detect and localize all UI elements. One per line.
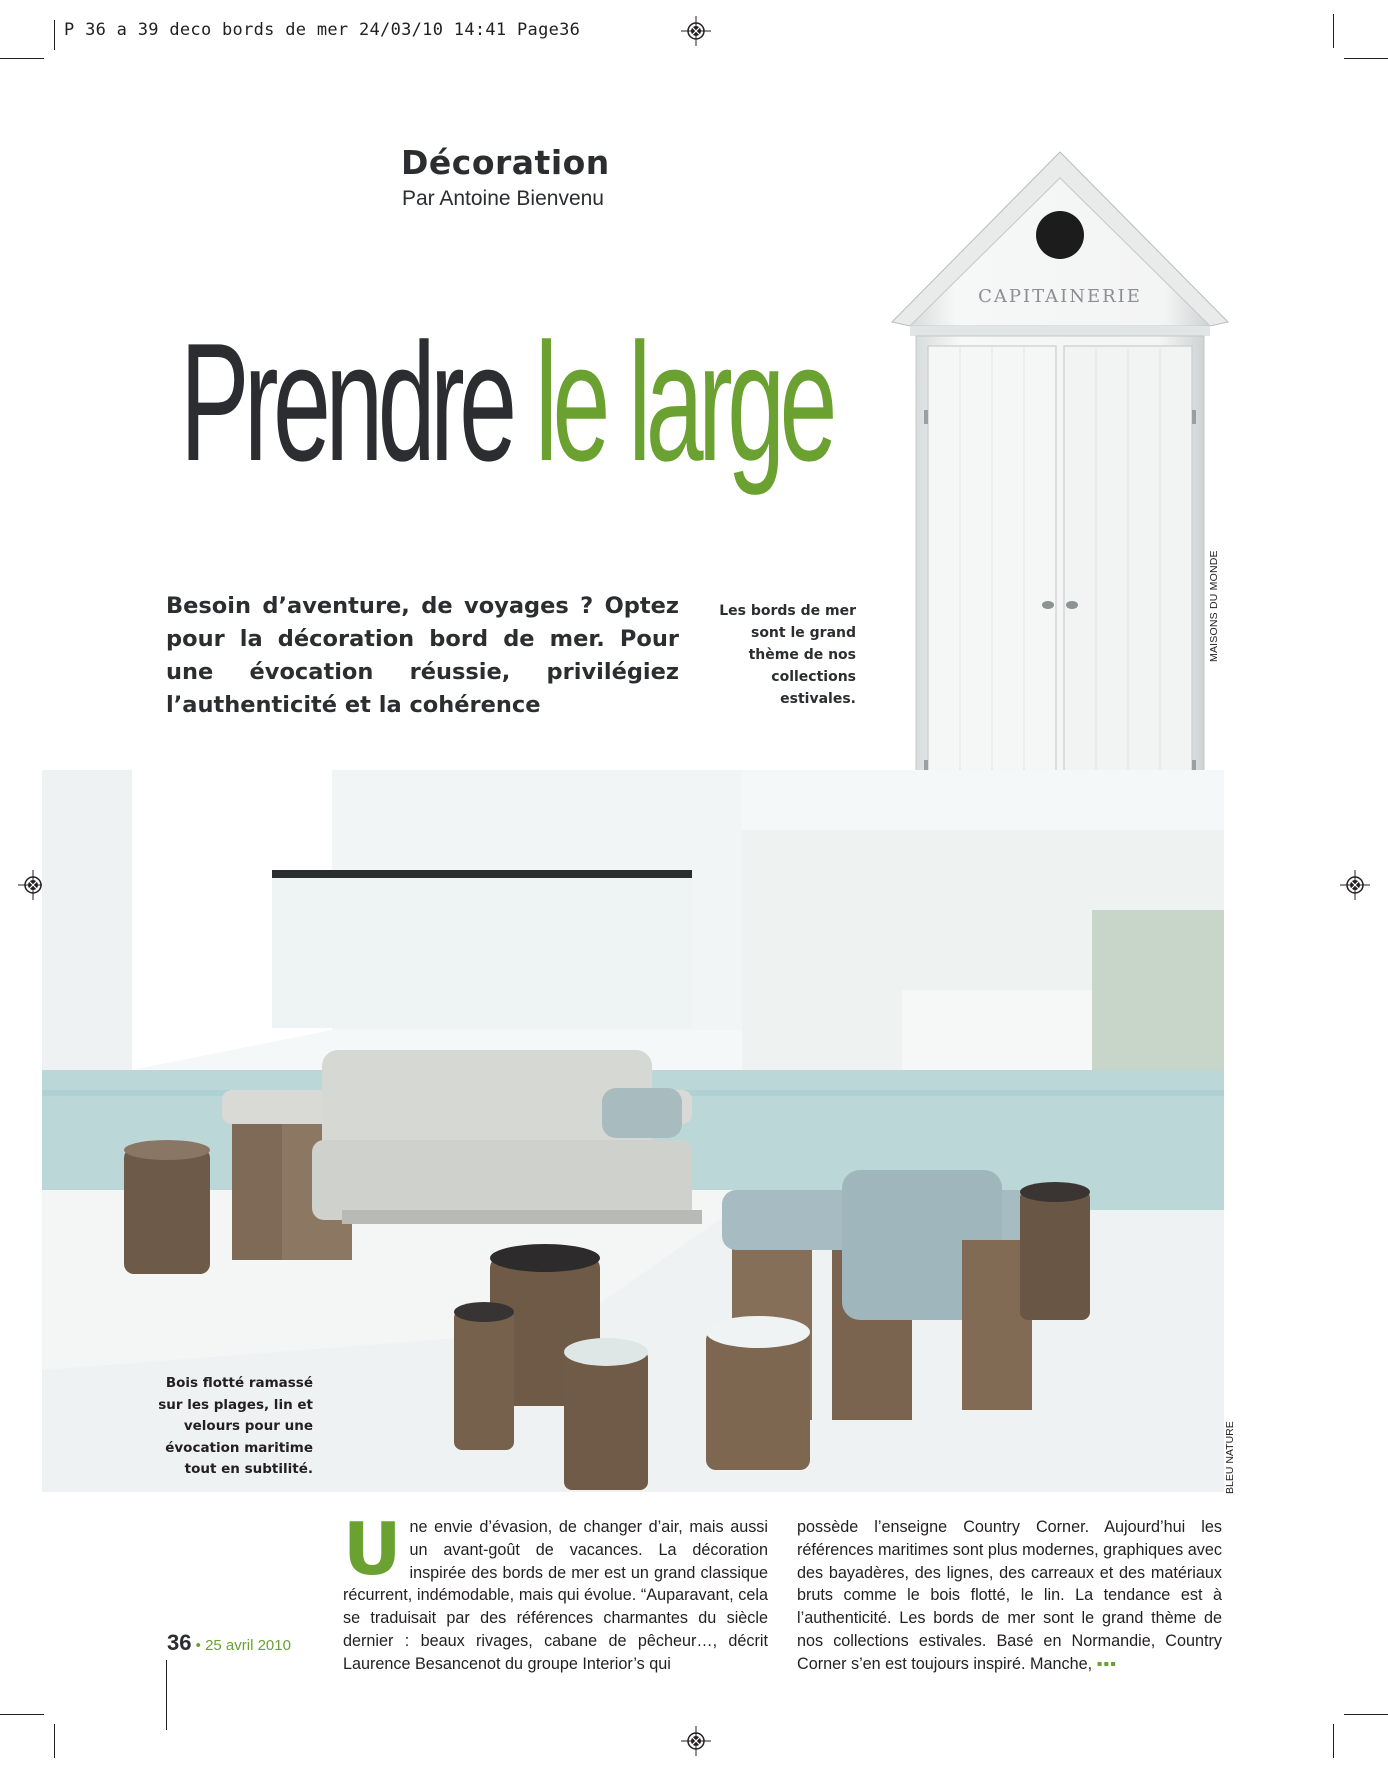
crop-mark (1344, 1714, 1388, 1715)
crop-mark (1333, 1724, 1334, 1758)
page-number: 36 (167, 1630, 192, 1655)
author-byline: Par Antoine Bienvenu (402, 187, 604, 210)
wardrobe-caption: Les bords de mer sont le grand thème de nos collections estivales. (719, 603, 856, 707)
section-rubric: Décoration (401, 143, 610, 182)
headline (180, 308, 832, 496)
headline-part-1: Prendre (180, 308, 512, 496)
registration-mark-top (681, 16, 711, 46)
print-slug: P 36 a 39 deco bords de mer 24/03/10 14:41 Page36 (64, 20, 581, 40)
headline-part-2: le large (534, 308, 832, 496)
crop-mark (1344, 58, 1388, 59)
crop-mark (0, 58, 44, 59)
photo-caption: Bois flotté ramassé sur les plages, lin et velours pour une évocation maritime tout en subtilité. (158, 1375, 313, 1477)
article-text-1: ne envie d’évasion, de changer d’air, mais aussi un avant-goût de vacances. La décoration inspirée des bords de mer est un grand classique récurrent, indémodable, mais qui évolue. “Auparavant, cela se traduisait par des références charmantes du siècle dernier : beaux rivages, cabane de pêcheur…, décrit Laurence Besancenot du groupe Interior’s qui (343, 1518, 768, 1673)
lede-paragraph: Besoin d’aventure, de voyages ? Optez pour la décoration bord de mer. Pour une évocation réussie, privilégiez l’authenticité et la cohérence (166, 593, 679, 718)
crop-mark (0, 1714, 44, 1715)
capitainerie-sign: CAPITAINERIE (978, 286, 1142, 307)
crop-mark (54, 20, 55, 50)
crop-mark (54, 1724, 55, 1758)
registration-mark-right (1340, 870, 1370, 900)
article-column-2 (797, 1516, 1222, 1676)
crop-mark (166, 1660, 167, 1730)
crop-mark (1333, 14, 1334, 48)
issue-date: • 25 avril 2010 (191, 1637, 291, 1654)
continue-marker: ▪▪▪ (1096, 1654, 1117, 1673)
photo-credit-wardrobe: MAISONS DU MONDE (1208, 550, 1220, 662)
photo-credit-lounge: BLEU NATURE (1224, 1421, 1236, 1494)
page-folio (167, 1630, 291, 1656)
article-text-2: possède l’enseigne Country Corner. Aujourd’hui les références maritimes sont plus modernes, graphiques avec des bayadères, des lignes, des carreaux et des matériaux bruts comme le bois flotté, le lin. La tendance est à l’authenticité. Les bords de mer sont le grand thème de nos collections estivales. Basé en Normandie, Country Corner s’en est toujours inspiré. Manche, (797, 1518, 1222, 1673)
drop-cap: U (343, 1507, 402, 1591)
registration-mark-bottom (681, 1726, 711, 1756)
article-column-1 (343, 1507, 768, 1676)
